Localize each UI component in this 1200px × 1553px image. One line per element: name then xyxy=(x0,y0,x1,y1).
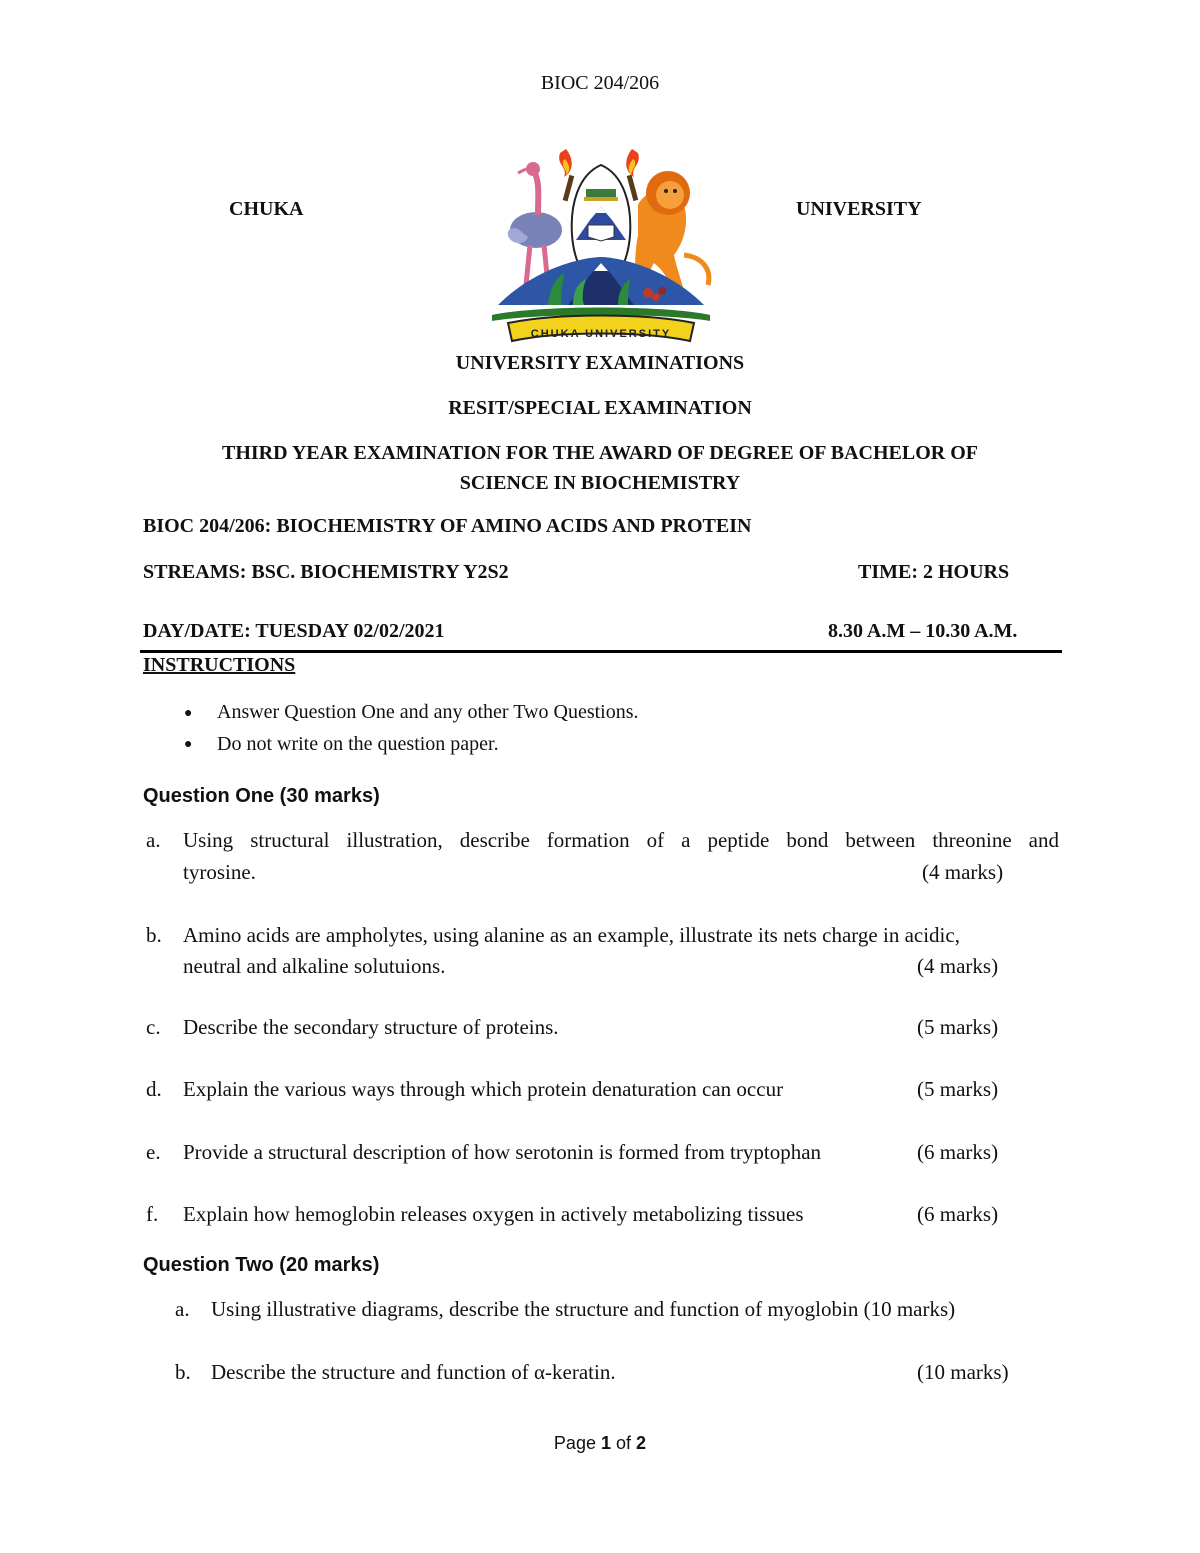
page-of-label: of xyxy=(616,1433,632,1453)
header-code: BIOC 204/206 xyxy=(540,72,660,94)
question-two-heading: Question Two (20 marks) xyxy=(143,1254,380,1276)
q1-item-letter: a. xyxy=(146,828,161,852)
course-title: BIOC 204/206: BIOCHEMISTRY OF AMINO ACIDS AND PROTEIN xyxy=(143,515,752,537)
q1-item-letter: b. xyxy=(146,923,162,947)
page-footer xyxy=(0,1433,1200,1454)
q1-item-text: Explain how hemoglobin releases oxygen in actively metabolizing tissues xyxy=(183,1202,804,1226)
title-degree-line2: SCIENCE IN BIOCHEMISTRY xyxy=(459,472,741,494)
q1-item-text: Explain the various ways through which protein denaturation can occur xyxy=(183,1077,784,1101)
q1-item-marks: (4 marks) xyxy=(917,954,999,978)
q1-item-text: Using structural illustration, describe formation of a peptide bond between threonine and xyxy=(183,828,1059,852)
q2-item-text: Using illustrative diagrams, describe the structure and function of myoglobin (10 marks) xyxy=(211,1297,956,1321)
title-university-examinations: UNIVERSITY EXAMINATIONS xyxy=(455,352,745,374)
q2-item-letter: a. xyxy=(175,1297,190,1321)
question-one-heading: Question One (30 marks) xyxy=(143,785,380,807)
q1-item-marks: (5 marks) xyxy=(917,1077,999,1101)
instruction-item: Answer Question One and any other Two Questions. xyxy=(217,701,639,723)
q1-item-marks: (5 marks) xyxy=(917,1015,999,1039)
day-date-label: DAY/DATE: TUESDAY 02/02/2021 xyxy=(143,620,445,642)
university-left-word: CHUKA xyxy=(229,198,304,220)
q1-item-text: Amino acids are ampholytes, using alanine as an example, illustrate its nets charge in acidic, xyxy=(183,923,960,947)
q1-item-text-cont: tyrosine. xyxy=(183,860,256,884)
hours-label: 8.30 A.M – 10.30 A.M. xyxy=(828,620,1018,642)
q2-item-marks: (10 marks) xyxy=(917,1360,1009,1384)
q1-item-marks: (6 marks) xyxy=(917,1140,999,1164)
q1-item-letter: f. xyxy=(146,1202,159,1226)
page-label: Page xyxy=(553,1433,596,1453)
page-total: 2 xyxy=(636,1433,647,1453)
time-label: TIME: 2 HOURS xyxy=(858,561,1010,583)
q1-item-text: Provide a structural description of how serotonin is formed from tryptophan xyxy=(183,1140,822,1164)
q1-item-marks: (4 marks) xyxy=(922,860,1004,884)
bullet-icon: ● xyxy=(184,737,193,752)
instruction-item: Do not write on the question paper. xyxy=(217,733,499,755)
logo-banner-text: CHUKA UNIVERSITY xyxy=(530,328,672,340)
university-crest-logo xyxy=(478,145,724,345)
streams-label: STREAMS: BSC. BIOCHEMISTRY Y2S2 xyxy=(143,561,509,583)
title-degree-line1: THIRD YEAR EXAMINATION FOR THE AWARD OF DEGREE OF BACHELOR OF xyxy=(222,442,978,464)
university-right-word: UNIVERSITY xyxy=(796,198,922,220)
q1-item-marks: (6 marks) xyxy=(917,1202,999,1226)
q1-item-text: Describe the secondary structure of proteins. xyxy=(183,1015,559,1039)
instructions-heading: INSTRUCTIONS xyxy=(143,654,296,676)
header-divider xyxy=(140,650,1062,653)
q2-item-letter: b. xyxy=(175,1360,191,1384)
q1-item-letter: d. xyxy=(146,1077,162,1101)
bullet-icon: ● xyxy=(184,706,193,721)
q1-item-letter: e. xyxy=(146,1140,161,1164)
q1-item-letter: c. xyxy=(146,1015,161,1039)
q1-item-text-cont: neutral and alkaline solutuions. xyxy=(183,954,446,978)
q2-item-text: Describe the structure and function of α-keratin. xyxy=(211,1360,616,1384)
title-resit-special: RESIT/SPECIAL EXAMINATION xyxy=(448,397,752,419)
page-number: 1 xyxy=(600,1433,611,1453)
